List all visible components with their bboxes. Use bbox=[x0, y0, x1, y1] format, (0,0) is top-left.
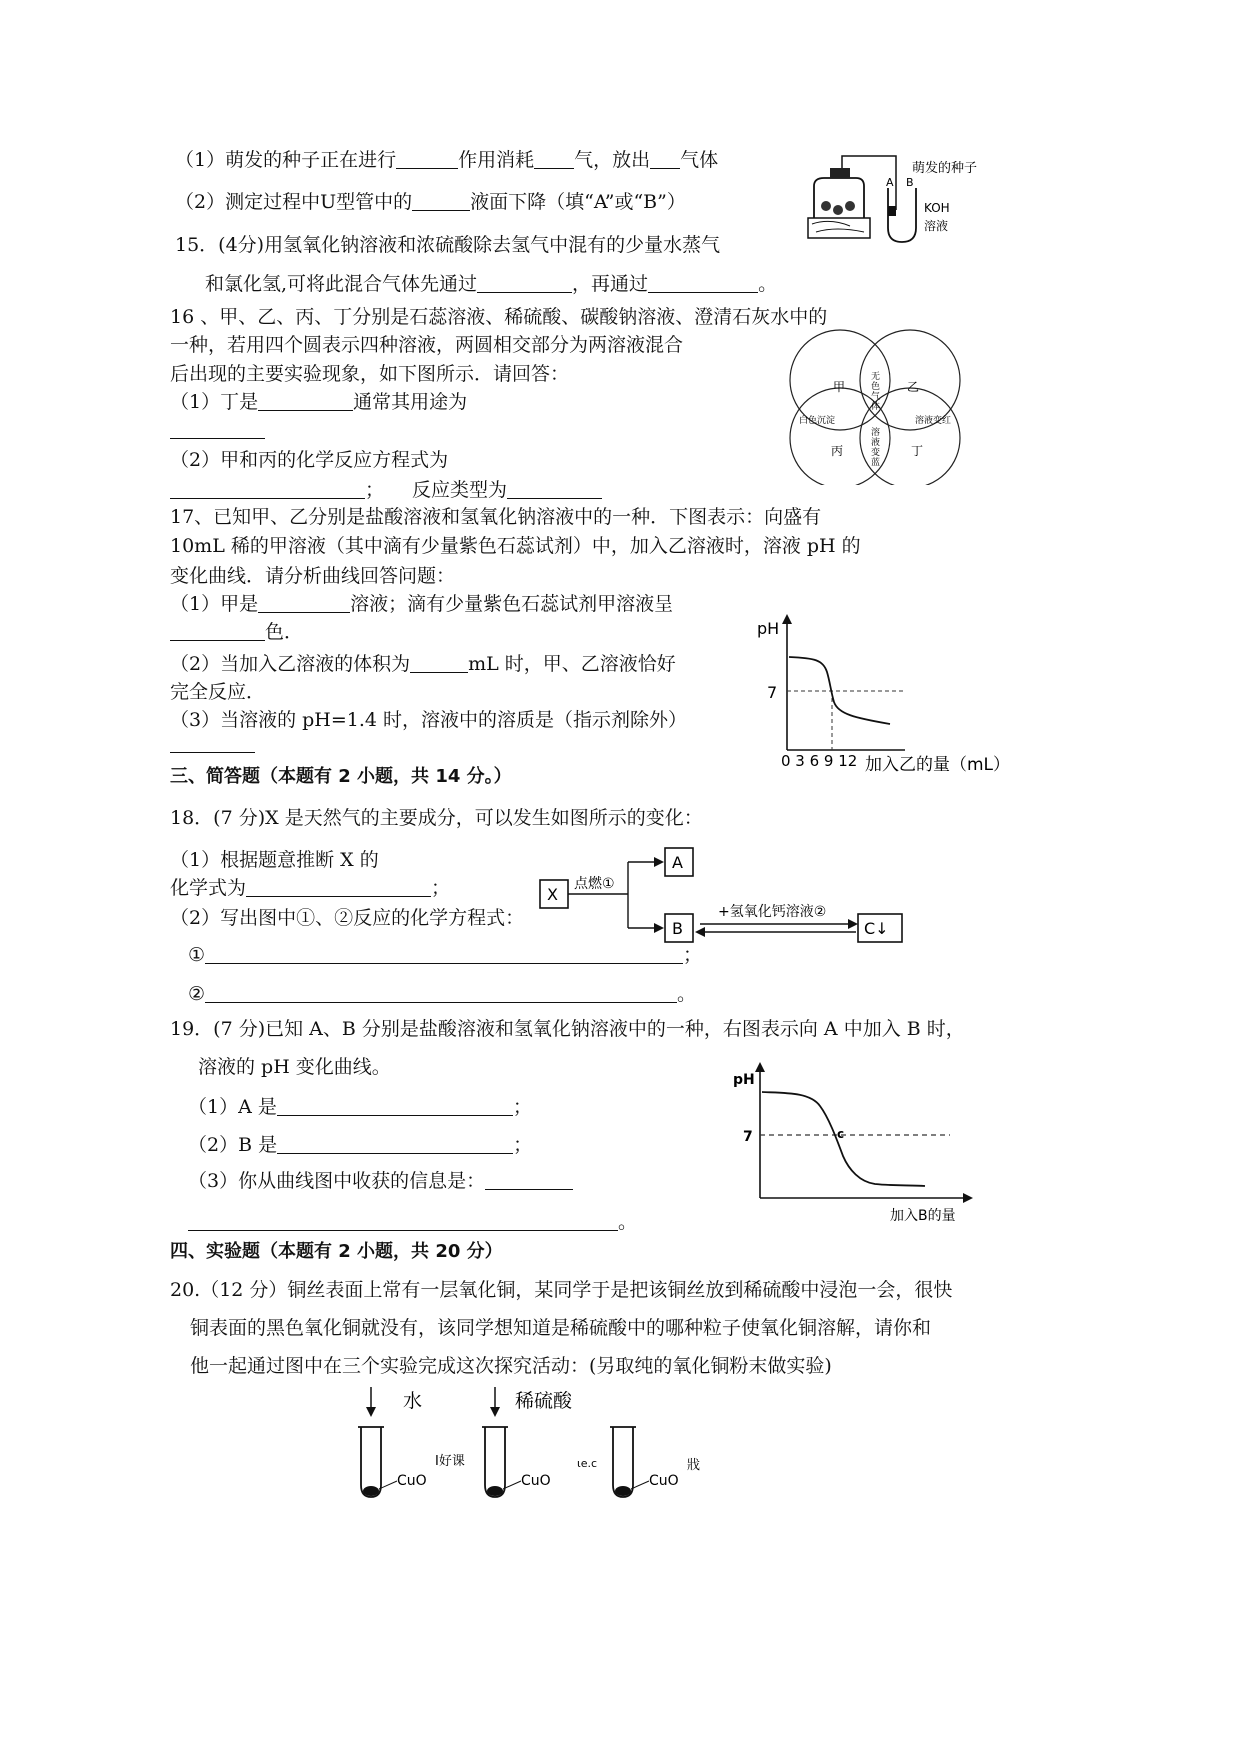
svg-text:体: 体 bbox=[871, 402, 881, 412]
q16-sub-1-blank bbox=[170, 418, 265, 442]
answer-blank[interactable] bbox=[412, 190, 470, 211]
q14-line-2: （2）测定过程中U型管中的 液面下降（填“A”或“B”） bbox=[175, 191, 686, 213]
svg-text:丁: 丁 bbox=[911, 444, 924, 458]
q19-sub-3: （3）你从曲线图中收获的信息是： bbox=[188, 1169, 573, 1193]
answer-blank[interactable] bbox=[188, 1210, 618, 1231]
answer-blank[interactable] bbox=[534, 148, 574, 169]
answer-blank[interactable] bbox=[170, 620, 265, 641]
q15-line-1: 15．(4分)用氢氧化钠溶液和浓硫酸除去氢气中混有的少量水蒸气 bbox=[175, 234, 721, 256]
svg-text:B: B bbox=[672, 919, 683, 938]
q17-sub-1b: 色． bbox=[170, 620, 303, 644]
section-4-heading: 四、实验题（本题有 2 小题，共 20 分） bbox=[170, 1241, 503, 1262]
q18-sub-1: （1）根据题意推断 X 的 bbox=[170, 849, 379, 871]
acid-label: 稀硫酸 bbox=[515, 1390, 573, 1412]
svg-text:溶: 溶 bbox=[871, 428, 881, 438]
q16-sub-2: （2）甲和丙的化学反应方程式为 bbox=[170, 449, 449, 471]
svg-text:白色沉淀: 白色沉淀 bbox=[799, 416, 836, 426]
svg-text:点燃①: 点燃① bbox=[574, 876, 615, 892]
answer-blank[interactable] bbox=[170, 418, 265, 439]
x-tick-labels: 0 3 6 9 12 bbox=[781, 752, 858, 770]
ph7-label: 7 bbox=[767, 683, 778, 702]
q14-line-1: （1）萌发的种子正在进行 作用消耗 气，放出 气体 bbox=[175, 149, 719, 171]
y-axis-label: pH bbox=[733, 1072, 755, 1088]
answer-blank[interactable] bbox=[477, 272, 572, 293]
svg-text:A: A bbox=[672, 853, 683, 872]
test-tubes-figure bbox=[345, 1385, 765, 1505]
svg-text:I好课: I好课 bbox=[435, 1454, 465, 1469]
q18-line-1: 18．(7 分)X 是天然气的主要成分，可以发生如图所示的变化： bbox=[170, 807, 703, 829]
venn-diagram bbox=[785, 325, 965, 485]
svg-text:CuO: CuO bbox=[397, 1473, 427, 1489]
svg-text:液: 液 bbox=[871, 438, 881, 448]
svg-text:B: B bbox=[906, 176, 914, 189]
q17-ph-chart bbox=[745, 612, 1020, 780]
q19-sub-1: （1）A 是 ； bbox=[188, 1096, 532, 1118]
q16-sub-1: （1）丁是 通常其用途为 bbox=[170, 391, 468, 413]
seed-apparatus-figure bbox=[800, 148, 980, 248]
answer-blank[interactable] bbox=[277, 1095, 513, 1116]
answer-blank[interactable] bbox=[258, 390, 353, 411]
q17-sub-2: （2）当加入乙溶液的体积为 mL 时，甲、乙溶液恰好 bbox=[170, 653, 676, 675]
answer-blank[interactable] bbox=[485, 1169, 573, 1190]
answer-blank[interactable] bbox=[205, 982, 677, 1003]
q17-sub-3: （3）当溶液的 pH=1.4 时，溶液中的溶质是（指示剂除外） bbox=[170, 709, 688, 731]
q17-line-2: 10mL 稀的甲溶液（其中滴有少量紫色石蕊试剂）中，加入乙溶液时，溶液 pH 的 bbox=[170, 535, 861, 557]
point-c-label: c bbox=[837, 1127, 845, 1141]
stopper bbox=[830, 168, 850, 178]
svg-text:变: 变 bbox=[871, 448, 881, 458]
answer-blank[interactable] bbox=[170, 732, 255, 753]
q17-line-3: 变化曲线．请分析曲线回答问题： bbox=[170, 565, 456, 587]
q19-sub-3-blank: 。 bbox=[188, 1210, 637, 1234]
q17-sub-1: （1）甲是 溶液；滴有少量紫色石蕊试剂甲溶液呈 bbox=[170, 593, 674, 615]
q16-sub-2-answer: ； 反应类型为 bbox=[170, 478, 602, 502]
svg-text:溶液: 溶液 bbox=[924, 219, 949, 233]
answer-blank[interactable] bbox=[410, 652, 468, 673]
q16-line-2: 一种，若用四个圆表示四种溶液，两圆相交部分为两溶液混合 bbox=[170, 334, 684, 356]
svg-text:蓝: 蓝 bbox=[871, 458, 881, 468]
answer-blank[interactable] bbox=[258, 592, 350, 613]
answer-blank[interactable] bbox=[648, 272, 758, 293]
q20-line-1: 20.（12 分）铜丝表面上常有一层氧化铜，某同学于是把该铜丝放到稀硫酸中浸泡一会，很快 bbox=[170, 1279, 953, 1301]
q15-line-2: 和氯化氢,可将此混合气体先通过 ，再通过 。 bbox=[205, 273, 778, 295]
q18-answer-2: ② 。 bbox=[188, 983, 697, 1005]
q18-sub-1b: 化学式为 ； bbox=[170, 877, 451, 899]
seeds-label: 萌发的种子 bbox=[912, 161, 978, 176]
answer-blank[interactable] bbox=[396, 148, 458, 169]
svg-text:CuO: CuO bbox=[521, 1473, 551, 1489]
wood-block bbox=[808, 218, 870, 238]
svg-text:丙: 丙 bbox=[831, 444, 844, 458]
svg-text:C↓: C↓ bbox=[864, 919, 889, 938]
q20-line-3: 他一起通过图中在三个实验完成这次探究活动：(另取纯的氧化铜粉末做实验) bbox=[190, 1355, 832, 1377]
answer-blank[interactable] bbox=[170, 478, 365, 499]
q16-line-1: 16 、甲、乙、丙、丁分别是石蕊溶液、稀硫酸、碳酸钠溶液、澄清石灰水中的 bbox=[170, 306, 828, 328]
svg-text:戕: 戕 bbox=[687, 1458, 701, 1473]
svg-text:A: A bbox=[886, 176, 894, 189]
svg-text:溶液变红: 溶液变红 bbox=[915, 416, 952, 426]
svg-text:X: X bbox=[547, 885, 558, 904]
svg-text:KOH: KOH bbox=[924, 201, 950, 215]
x-axis-label: 加入乙的量（mL） bbox=[865, 755, 1011, 775]
x-axis-label: 加入B的量 bbox=[890, 1208, 956, 1224]
svg-text:色: 色 bbox=[871, 382, 881, 392]
svg-text:乙: 乙 bbox=[907, 380, 920, 394]
svg-text:气: 气 bbox=[871, 392, 881, 402]
q19-ph-chart bbox=[725, 1060, 985, 1230]
svg-text:CuO: CuO bbox=[649, 1473, 679, 1489]
q17-sub-3-blank bbox=[170, 732, 255, 756]
water-label: 水 bbox=[403, 1390, 423, 1412]
answer-blank[interactable] bbox=[650, 148, 680, 169]
answer-blank[interactable] bbox=[277, 1133, 513, 1154]
q18-sub-2: （2）写出图中①、②反应的化学方程式： bbox=[170, 907, 525, 929]
answer-blank[interactable] bbox=[507, 478, 602, 499]
q19-line-2: 溶液的 pH 变化曲线。 bbox=[198, 1056, 391, 1078]
answer-blank[interactable] bbox=[246, 876, 431, 897]
svg-text:甲: 甲 bbox=[833, 380, 846, 394]
q17-line-1: 17、已知甲、乙分别是盐酸溶液和氢氧化钠溶液中的一种．下图表示：向盛有 bbox=[170, 506, 822, 528]
q19-line-1: 19．(7 分)已知 A、B 分别是盐酸溶液和氢氧化钠溶液中的一种，右图表示向 A 中加入 B 时， bbox=[170, 1018, 965, 1040]
svg-text:+氢氧化钙溶液②: +氢氧化钙溶液② bbox=[718, 904, 827, 920]
ph7-label: 7 bbox=[743, 1129, 753, 1145]
q18-reaction-diagram bbox=[530, 840, 920, 950]
q18-answer-1: ① ； bbox=[188, 944, 703, 966]
q17-sub-2b: 完全反应． bbox=[170, 681, 266, 703]
q20-line-2: 铜表面的黑色氧化铜就没有，该同学想知道是稀硫酸中的哪种粒子使氧化铜溶解，请你和 bbox=[190, 1317, 932, 1339]
svg-text:无: 无 bbox=[871, 372, 881, 382]
svg-text:ιe.c: ιe.c bbox=[577, 1457, 598, 1470]
y-axis-label: pH bbox=[757, 619, 780, 638]
section-3-heading: 三、简答题（本题有 2 小题，共 14 分。） bbox=[170, 766, 512, 787]
q16-line-3: 后出现的主要实验现象，如下图所示．请回答： bbox=[170, 363, 570, 385]
q19-sub-2: （2）B 是 ； bbox=[188, 1134, 533, 1156]
